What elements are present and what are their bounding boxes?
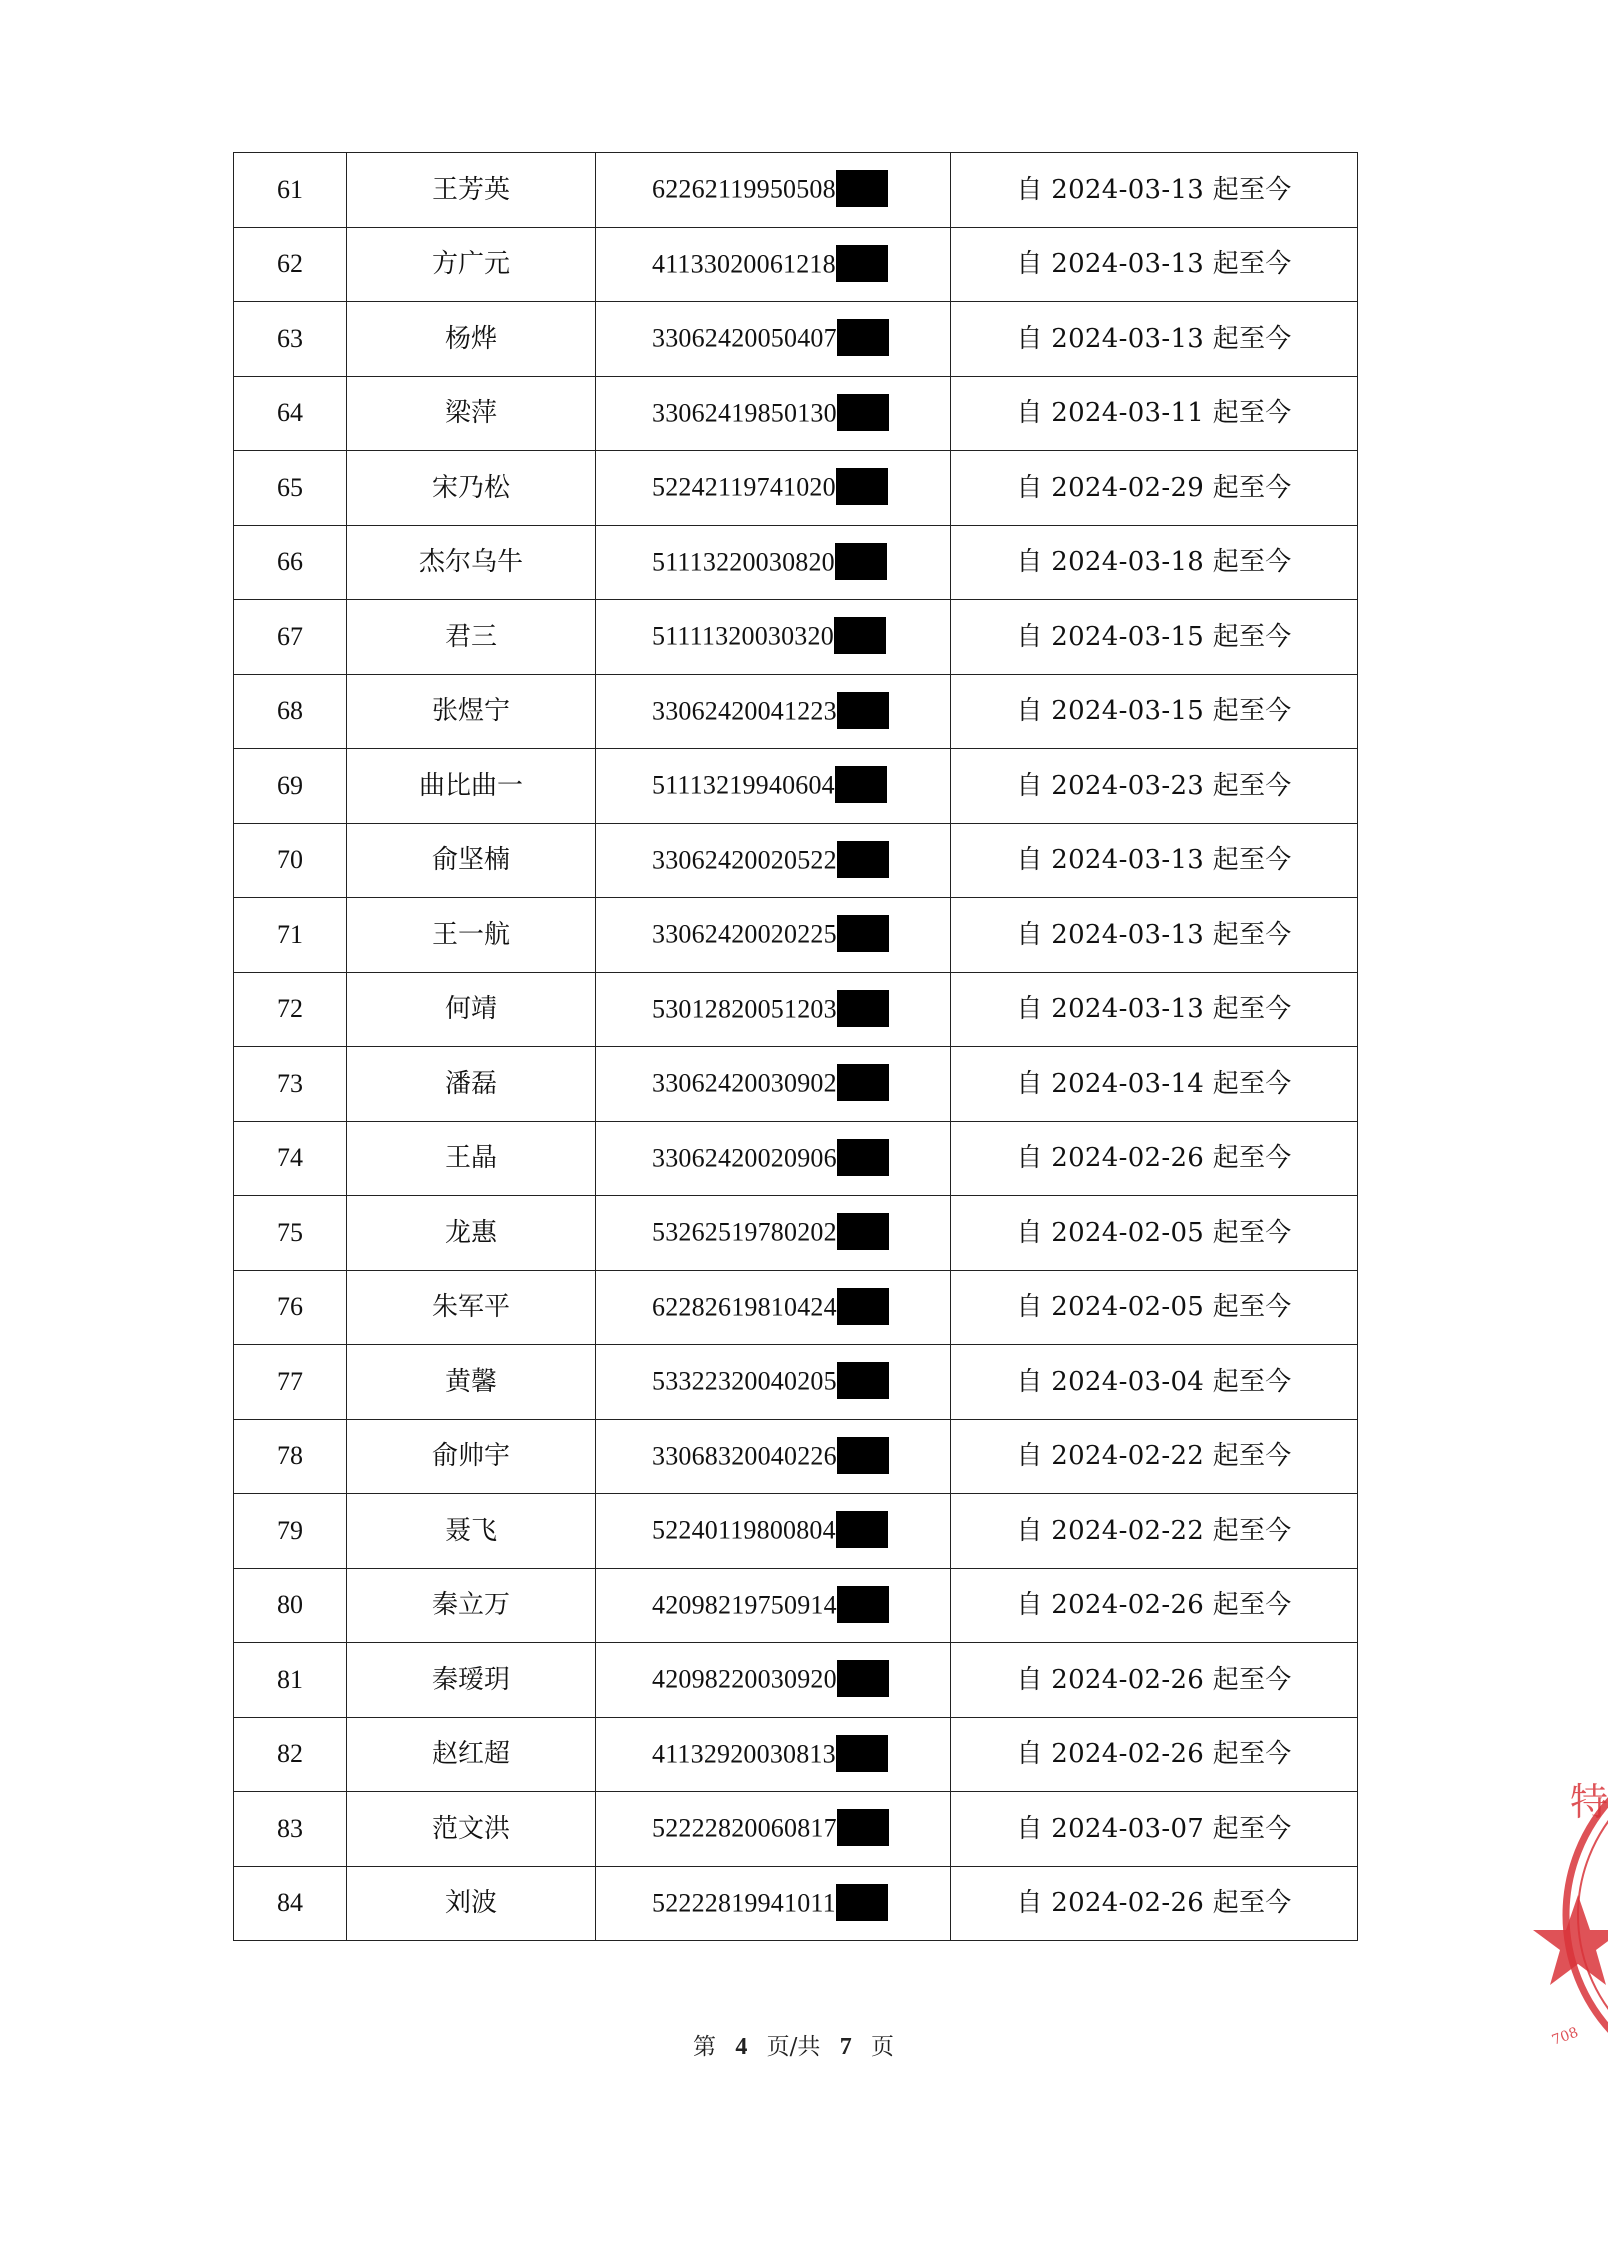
id-number-visible: 33062420020906 (652, 1143, 837, 1173)
current-page-number: 4 (735, 2034, 748, 2060)
person-name: 杨烨 (347, 302, 596, 377)
id-number-visible: 42098219750914 (652, 1590, 837, 1620)
footer-middle: 页/共 (766, 2034, 821, 2060)
id-number-cell (596, 600, 951, 675)
table-row (234, 600, 1358, 675)
time-period: 自 2024-02-26 起至今 (951, 1121, 1358, 1196)
person-name: 俞坚楠 (347, 823, 596, 898)
table-row (234, 1643, 1358, 1718)
time-period: 自 2024-03-13 起至今 (951, 823, 1358, 898)
id-number-cell (596, 451, 951, 526)
time-period: 自 2024-02-26 起至今 (951, 1717, 1358, 1792)
time-period: 自 2024-03-13 起至今 (951, 227, 1358, 302)
time-period: 自 2024-03-23 起至今 (951, 749, 1358, 824)
row-number: 73 (234, 1047, 347, 1122)
person-name: 秦立万 (347, 1568, 596, 1643)
table-body (234, 153, 1358, 1941)
time-period: 自 2024-03-04 起至今 (951, 1345, 1358, 1420)
id-number-visible: 62262119950508 (652, 174, 836, 204)
id-number-cell (596, 153, 951, 228)
id-number-cell (596, 1866, 951, 1941)
redaction-block (837, 841, 889, 878)
time-period: 自 2024-02-26 起至今 (951, 1643, 1358, 1718)
id-number-cell (596, 1419, 951, 1494)
row-number: 75 (234, 1196, 347, 1271)
id-number-visible: 62282619810424 (652, 1292, 837, 1322)
row-number: 81 (234, 1643, 347, 1718)
id-number-cell (596, 1196, 951, 1271)
redaction-block (837, 915, 889, 952)
id-number-cell (596, 1717, 951, 1792)
row-number: 66 (234, 525, 347, 600)
person-name: 朱军平 (347, 1270, 596, 1345)
footer-prefix: 第 (693, 2034, 716, 2060)
id-number-cell (596, 1494, 951, 1569)
id-number-cell (596, 823, 951, 898)
person-name: 赵红超 (347, 1717, 596, 1792)
row-number: 78 (234, 1419, 347, 1494)
redaction-block (835, 766, 887, 803)
table-row (234, 823, 1358, 898)
redaction-block (837, 1437, 889, 1474)
id-number-visible: 42098220030920 (652, 1664, 837, 1694)
row-number: 84 (234, 1866, 347, 1941)
id-number-visible: 53322320040205 (652, 1366, 837, 1396)
id-number-visible: 53262519780202 (652, 1217, 837, 1247)
seal-stamp-icon (1548, 1745, 1608, 2085)
table-row (234, 1568, 1358, 1643)
table-row (234, 1270, 1358, 1345)
redaction-block (835, 543, 887, 580)
redaction-block (836, 1735, 888, 1772)
row-number: 80 (234, 1568, 347, 1643)
personnel-table (233, 152, 1358, 1941)
row-number: 61 (234, 153, 347, 228)
id-number-visible: 33062420020225 (652, 919, 837, 949)
person-name: 潘磊 (347, 1047, 596, 1122)
id-number-visible: 33062420020522 (652, 845, 837, 875)
person-name: 刘波 (347, 1866, 596, 1941)
redaction-block (837, 1139, 889, 1176)
id-number-cell (596, 1270, 951, 1345)
person-name: 张煜宁 (347, 674, 596, 749)
redaction-block (837, 394, 889, 431)
total-page-number: 7 (839, 2034, 852, 2060)
time-period: 自 2024-02-26 起至今 (951, 1568, 1358, 1643)
time-period: 自 2024-03-13 起至今 (951, 153, 1358, 228)
time-period: 自 2024-03-15 起至今 (951, 600, 1358, 675)
person-name: 王晶 (347, 1121, 596, 1196)
id-number-visible: 51113220030820 (652, 547, 835, 577)
redaction-block (837, 1064, 889, 1101)
id-number-visible: 51111320030320 (652, 621, 834, 651)
person-name: 王一航 (347, 898, 596, 973)
row-number: 71 (234, 898, 347, 973)
row-number: 70 (234, 823, 347, 898)
id-number-cell (596, 898, 951, 973)
row-number: 63 (234, 302, 347, 377)
id-number-visible: 33062420041223 (652, 696, 837, 726)
redaction-block (837, 1586, 889, 1623)
redaction-block (837, 692, 889, 729)
table-row (234, 1196, 1358, 1271)
table-row (234, 1047, 1358, 1122)
person-name: 黄馨 (347, 1345, 596, 1420)
redaction-block (836, 468, 888, 505)
row-number: 79 (234, 1494, 347, 1569)
id-number-cell (596, 972, 951, 1047)
official-seal-fragment (1548, 1745, 1608, 2085)
person-name: 聂飞 (347, 1494, 596, 1569)
table-row (234, 898, 1358, 973)
table-row (234, 674, 1358, 749)
redaction-block (837, 990, 889, 1027)
id-number-cell (596, 1792, 951, 1867)
id-number-visible: 52240119800804 (652, 1515, 836, 1545)
person-name: 何靖 (347, 972, 596, 1047)
redaction-block (836, 1511, 888, 1548)
table-row (234, 1121, 1358, 1196)
time-period: 自 2024-03-14 起至今 (951, 1047, 1358, 1122)
time-period: 自 2024-03-13 起至今 (951, 302, 1358, 377)
redaction-block (837, 1660, 889, 1697)
redaction-block (837, 1362, 889, 1399)
id-number-visible: 52242119741020 (652, 472, 836, 502)
id-number-cell (596, 1121, 951, 1196)
time-period: 自 2024-02-22 起至今 (951, 1419, 1358, 1494)
table-row (234, 749, 1358, 824)
time-period: 自 2024-02-05 起至今 (951, 1196, 1358, 1271)
row-number: 74 (234, 1121, 347, 1196)
id-number-cell (596, 1568, 951, 1643)
table-row (234, 1717, 1358, 1792)
person-name: 秦瑷玥 (347, 1643, 596, 1718)
id-number-cell (596, 302, 951, 377)
page-footer (0, 2028, 1587, 2061)
time-period: 自 2024-03-15 起至今 (951, 674, 1358, 749)
id-number-visible: 52222820060817 (652, 1813, 837, 1843)
table-row (234, 1419, 1358, 1494)
id-number-cell (596, 749, 951, 824)
id-number-visible: 33062419850130 (652, 398, 837, 428)
time-period: 自 2024-02-05 起至今 (951, 1270, 1358, 1345)
redaction-block (836, 1884, 888, 1921)
time-period: 自 2024-02-26 起至今 (951, 1866, 1358, 1941)
seal-fragment-char: 特 (1570, 1780, 1608, 1824)
table-row (234, 1345, 1358, 1420)
time-period: 自 2024-02-22 起至今 (951, 1494, 1358, 1569)
table-row (234, 451, 1358, 526)
row-number: 62 (234, 227, 347, 302)
time-period: 自 2024-03-13 起至今 (951, 972, 1358, 1047)
table-row (234, 376, 1358, 451)
table-row (234, 227, 1358, 302)
row-number: 83 (234, 1792, 347, 1867)
id-number-visible: 33062420050407 (652, 323, 837, 353)
table-row (234, 1792, 1358, 1867)
row-number: 68 (234, 674, 347, 749)
row-number: 76 (234, 1270, 347, 1345)
row-number: 65 (234, 451, 347, 526)
seal-fragment-number: 708 (1549, 2024, 1581, 2049)
person-name: 俞帅宇 (347, 1419, 596, 1494)
id-number-visible: 33068320040226 (652, 1441, 837, 1471)
row-number: 72 (234, 972, 347, 1047)
row-number: 64 (234, 376, 347, 451)
redaction-block (834, 617, 886, 654)
id-number-visible: 41133020061218 (652, 249, 836, 279)
row-number: 82 (234, 1717, 347, 1792)
id-number-cell (596, 525, 951, 600)
redaction-block (837, 1288, 889, 1325)
row-number: 69 (234, 749, 347, 824)
id-number-cell (596, 674, 951, 749)
redaction-block (837, 319, 889, 356)
person-name: 方广元 (347, 227, 596, 302)
redaction-block (836, 170, 888, 207)
id-number-visible: 33062420030902 (652, 1068, 837, 1098)
time-period: 自 2024-02-29 起至今 (951, 451, 1358, 526)
person-name: 君三 (347, 600, 596, 675)
table-row (234, 972, 1358, 1047)
person-name: 范文洪 (347, 1792, 596, 1867)
id-number-cell (596, 227, 951, 302)
time-period: 自 2024-03-07 起至今 (951, 1792, 1358, 1867)
table-row (234, 1494, 1358, 1569)
time-period: 自 2024-03-11 起至今 (951, 376, 1358, 451)
id-number-visible: 53012820051203 (652, 994, 837, 1024)
id-number-visible: 41132920030813 (652, 1739, 836, 1769)
table-row (234, 525, 1358, 600)
redaction-block (837, 1809, 889, 1846)
table-row (234, 1866, 1358, 1941)
id-number-cell (596, 1345, 951, 1420)
id-number-cell (596, 376, 951, 451)
id-number-cell (596, 1643, 951, 1718)
footer-suffix: 页 (871, 2034, 894, 2060)
person-name: 龙惠 (347, 1196, 596, 1271)
person-name: 宋乃松 (347, 451, 596, 526)
id-number-cell (596, 1047, 951, 1122)
id-number-visible: 51113219940604 (652, 770, 835, 800)
redaction-block (836, 245, 888, 282)
person-name: 曲比曲一 (347, 749, 596, 824)
row-number: 77 (234, 1345, 347, 1420)
redaction-block (837, 1213, 889, 1250)
time-period: 自 2024-03-13 起至今 (951, 898, 1358, 973)
id-number-visible: 52222819941011 (652, 1888, 836, 1918)
table-row (234, 302, 1358, 377)
person-name: 王芳英 (347, 153, 596, 228)
row-number: 67 (234, 600, 347, 675)
time-period: 自 2024-03-18 起至今 (951, 525, 1358, 600)
table-row (234, 153, 1358, 228)
person-name: 杰尔乌牛 (347, 525, 596, 600)
person-name: 梁萍 (347, 376, 596, 451)
